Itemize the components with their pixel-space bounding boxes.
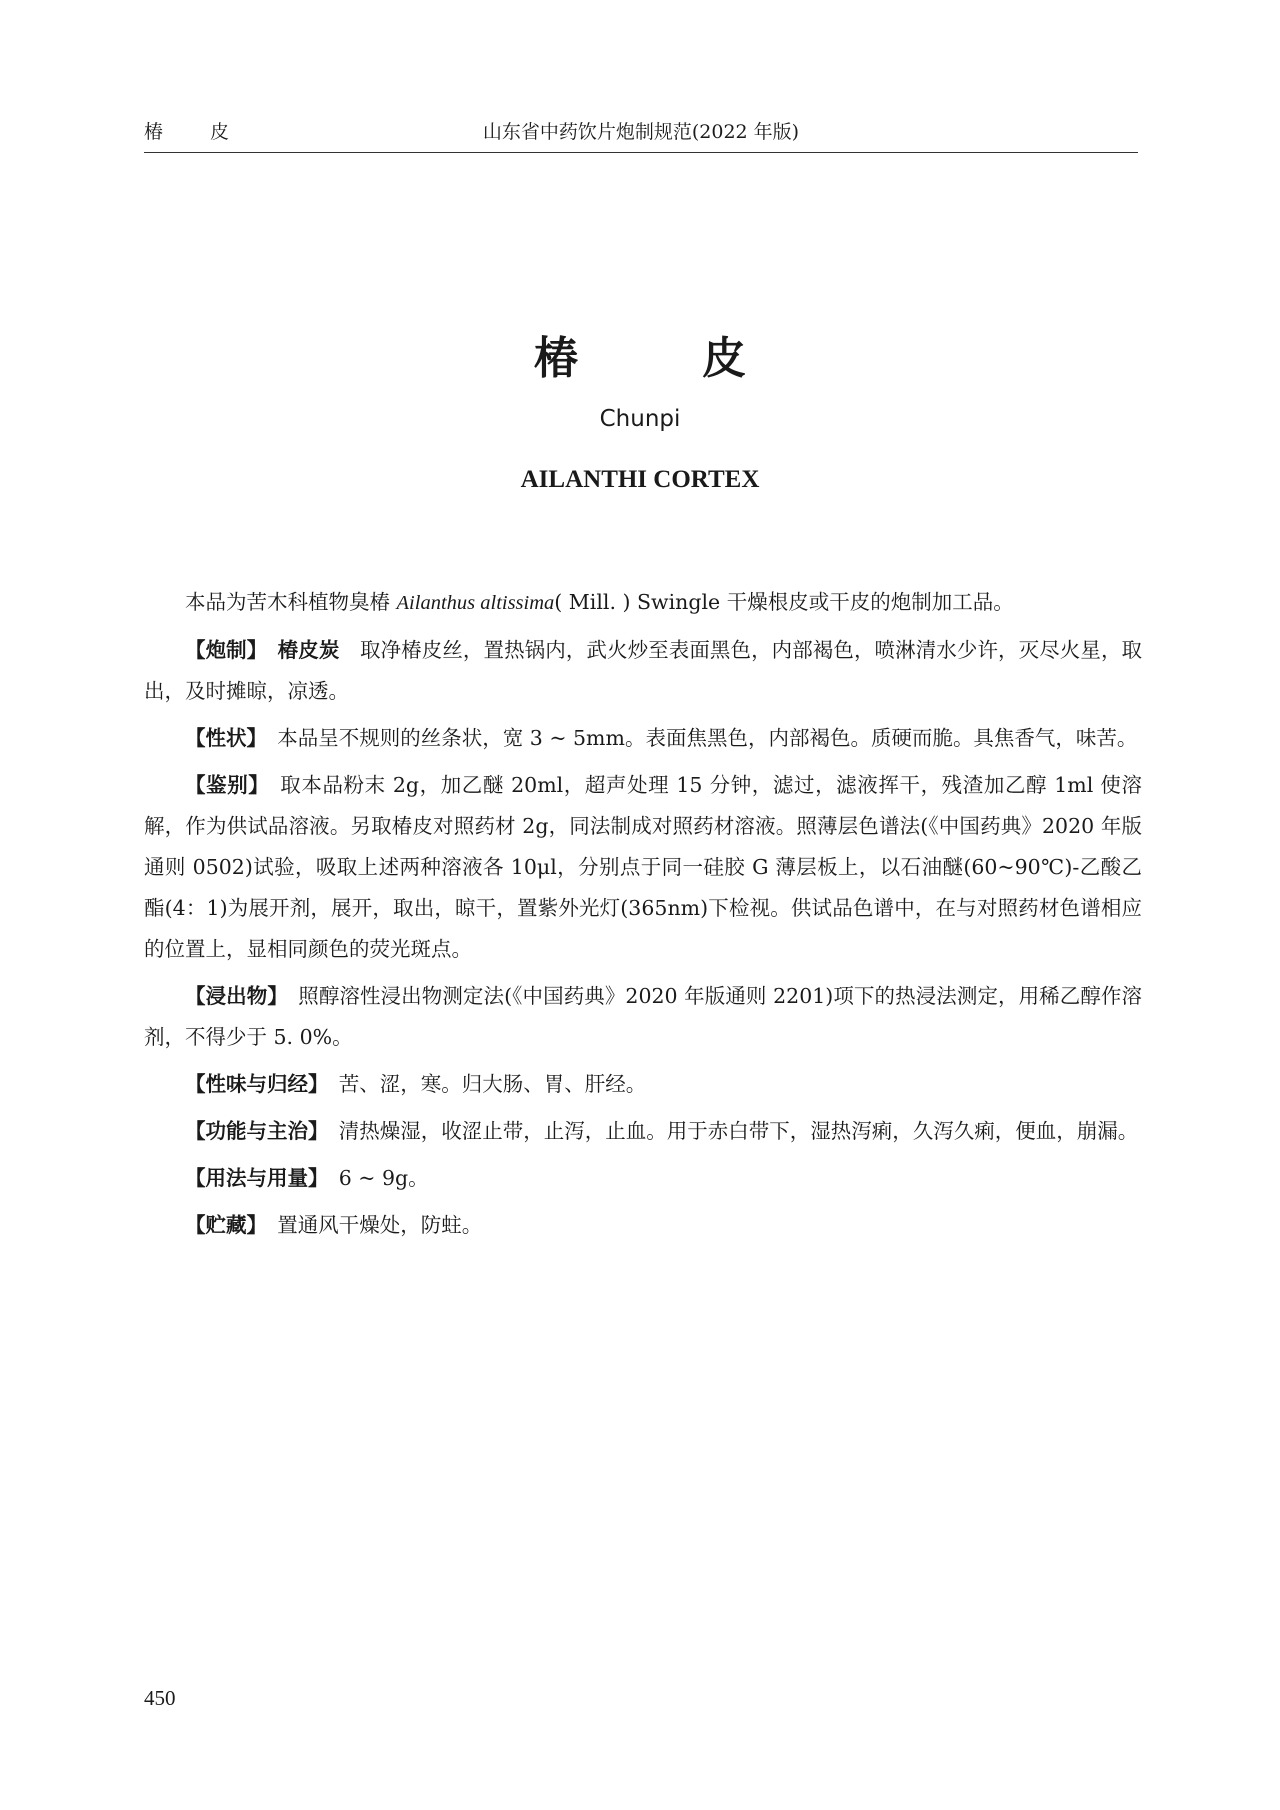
section-paozhi — [144, 630, 1142, 712]
section-xingzhuang — [144, 718, 1142, 759]
monograph-body — [144, 582, 1142, 1252]
section-text: 置通风干燥处，防蛀。 — [277, 1213, 483, 1237]
intro-before: 本品为苦木科植物臭椿 — [185, 590, 397, 614]
section-xingwei — [144, 1064, 1142, 1105]
section-jinchuwu — [144, 976, 1142, 1058]
running-head — [144, 117, 1138, 147]
section-jianbie — [144, 765, 1142, 970]
page-number: 450 — [144, 1686, 176, 1710]
intro-paragraph — [144, 582, 1142, 624]
pinyin-title: Chunpi — [599, 406, 681, 432]
section-text: 6 ~ 9g。 — [338, 1166, 429, 1190]
section-text: 取净椿皮丝，置热锅内，武火炒至表面黑色，内部褐色，喷淋清水少许，灭尽火星，取出，及时摊晾，凉透。 — [144, 638, 1143, 703]
page-title: 椿 皮 — [534, 333, 786, 384]
section-yongfa — [144, 1158, 1142, 1199]
section-sublabel: 椿皮炭 — [277, 638, 340, 662]
intro-after: ( Mill. ) Swingle 干燥根皮或干皮的炮制加工品。 — [554, 590, 1014, 614]
section-text: 清热燥湿，收涩止带，止泻，止血。用于赤白带下，湿热泻痢，久泻久痢，便血，崩漏。 — [338, 1119, 1139, 1143]
latin-title: AILANTHI CORTEX — [520, 466, 760, 493]
section-label: 【浸出物】 — [185, 984, 278, 1008]
section-label: 【性状】 — [185, 726, 257, 750]
section-zhucang — [144, 1205, 1142, 1246]
section-label: 【功能与主治】 — [185, 1119, 319, 1143]
section-text: 苦、涩，寒。归大肠、胃、肝经。 — [338, 1072, 647, 1096]
intro-latin-name: Ailanthus altissima — [396, 592, 555, 614]
section-gongneng — [144, 1111, 1142, 1152]
section-label: 【用法与用量】 — [185, 1166, 319, 1190]
section-label: 【炮制】 — [185, 638, 258, 662]
header-rule — [144, 152, 1138, 153]
running-head-left: 椿 皮 — [144, 121, 244, 143]
section-label: 【性味与归经】 — [185, 1072, 319, 1096]
section-text: 本品呈不规则的丝条状，宽 3 ~ 5mm。表面焦黑色，内部褐色。质硬而脆。具焦香气，味苦。 — [277, 726, 1138, 750]
section-label: 【贮藏】 — [185, 1213, 257, 1237]
section-text: 照醇溶性浸出物测定法(《中国药典》2020 年版通则 2201)项下的热浸法测定，用稀乙醇作溶剂，不得少于 5. 0%。 — [144, 984, 1143, 1049]
section-text: 取本品粉末 2g，加乙醚 20ml，超声处理 15 分钟，滤过，滤液挥干，残渣加乙醇 1ml 使溶解，作为供试品溶液。另取椿皮对照药材 2g，同法制成对照药材溶液。照薄层色谱法(《中国药典》2020 年版通则 0502)试验，吸取上述两种溶液各 10μl，分别点于同一硅胶 G 薄层板上，以石油醚(60~90℃)-乙酸乙酯(4：1)为展开剂，展开，取出，晾干，置紫外光灯(365nm)下检视。供试品色谱中，在与对照药材色谱相应的位置上，显相同颜色的荧光斑点。 — [144, 773, 1143, 961]
section-label: 【鉴别】 — [185, 773, 260, 797]
running-head-center: 山东省中药饮片炮制规范(2022 年版) — [482, 121, 800, 143]
